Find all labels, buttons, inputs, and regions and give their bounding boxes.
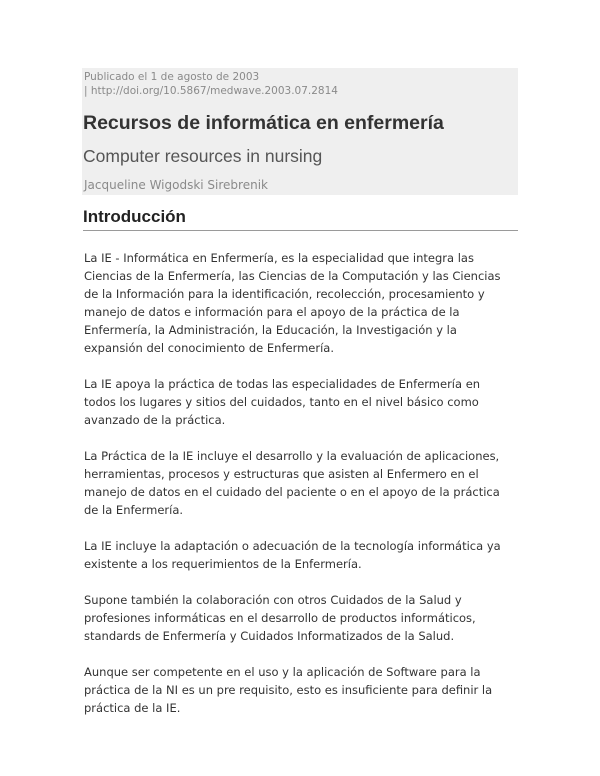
article-body xyxy=(84,249,514,735)
body-paragraph: La IE incluye la adaptación o adecuación de la tecnología informática ya existente a los requerimientos de la Enfermería. xyxy=(84,539,501,571)
body-paragraph: La IE - Informática en Enfermería, es la especialidad que integra las Ciencias de la Enfermería, las Ciencias de la Computación y las Ciencias de la Información para la identificación, recolección, procesamiento y manejo de datos e información para el apoyo de la práctica de la Enfermería, la Administración, la Educación, la Investigación y la expansión del conocimiento de Enfermería. xyxy=(84,251,501,355)
publication-date: Publicado el 1 de agosto de 2003 xyxy=(84,71,260,83)
section-heading: Introducción xyxy=(83,207,186,226)
body-paragraph: Aunque ser competente en el uso y la aplicación de Software para la práctica de la NI es un pre requisito, esto es insuficiente para definir la práctica de la IE. xyxy=(84,665,493,715)
section-divider xyxy=(83,230,518,231)
publication-metadata xyxy=(84,70,338,98)
article-subtitle-english: Computer resources in nursing xyxy=(83,146,323,166)
doi-link[interactable]: | http://doi.org/10.5867/medwave.2003.07.2814 xyxy=(84,85,338,97)
body-paragraph: Supone también la colaboración con otros Cuidados de la Salud y profesiones informáticas en el desarrollo de productos informáticos, standards de Enfermería y Cuidados Informatizados de la Salud. xyxy=(84,593,476,643)
article-author: Jacqueline Wigodski Sirebrenik xyxy=(84,178,268,192)
body-paragraph: La Práctica de la IE incluye el desarrollo y la evaluación de aplicaciones, herramientas, procesos y estructuras que asisten al Enfermero en el manejo de datos en el cuidado del paciente o en el apoyo de la práctica de la Enfermería. xyxy=(84,449,500,517)
article-title: Recursos de informática en enfermería xyxy=(83,112,444,134)
body-paragraph: La IE apoya la práctica de todas las especialidades de Enfermería en todos los lugares y sitios del cuidados, tanto en el nivel básico como avanzado de la práctica. xyxy=(84,377,481,427)
